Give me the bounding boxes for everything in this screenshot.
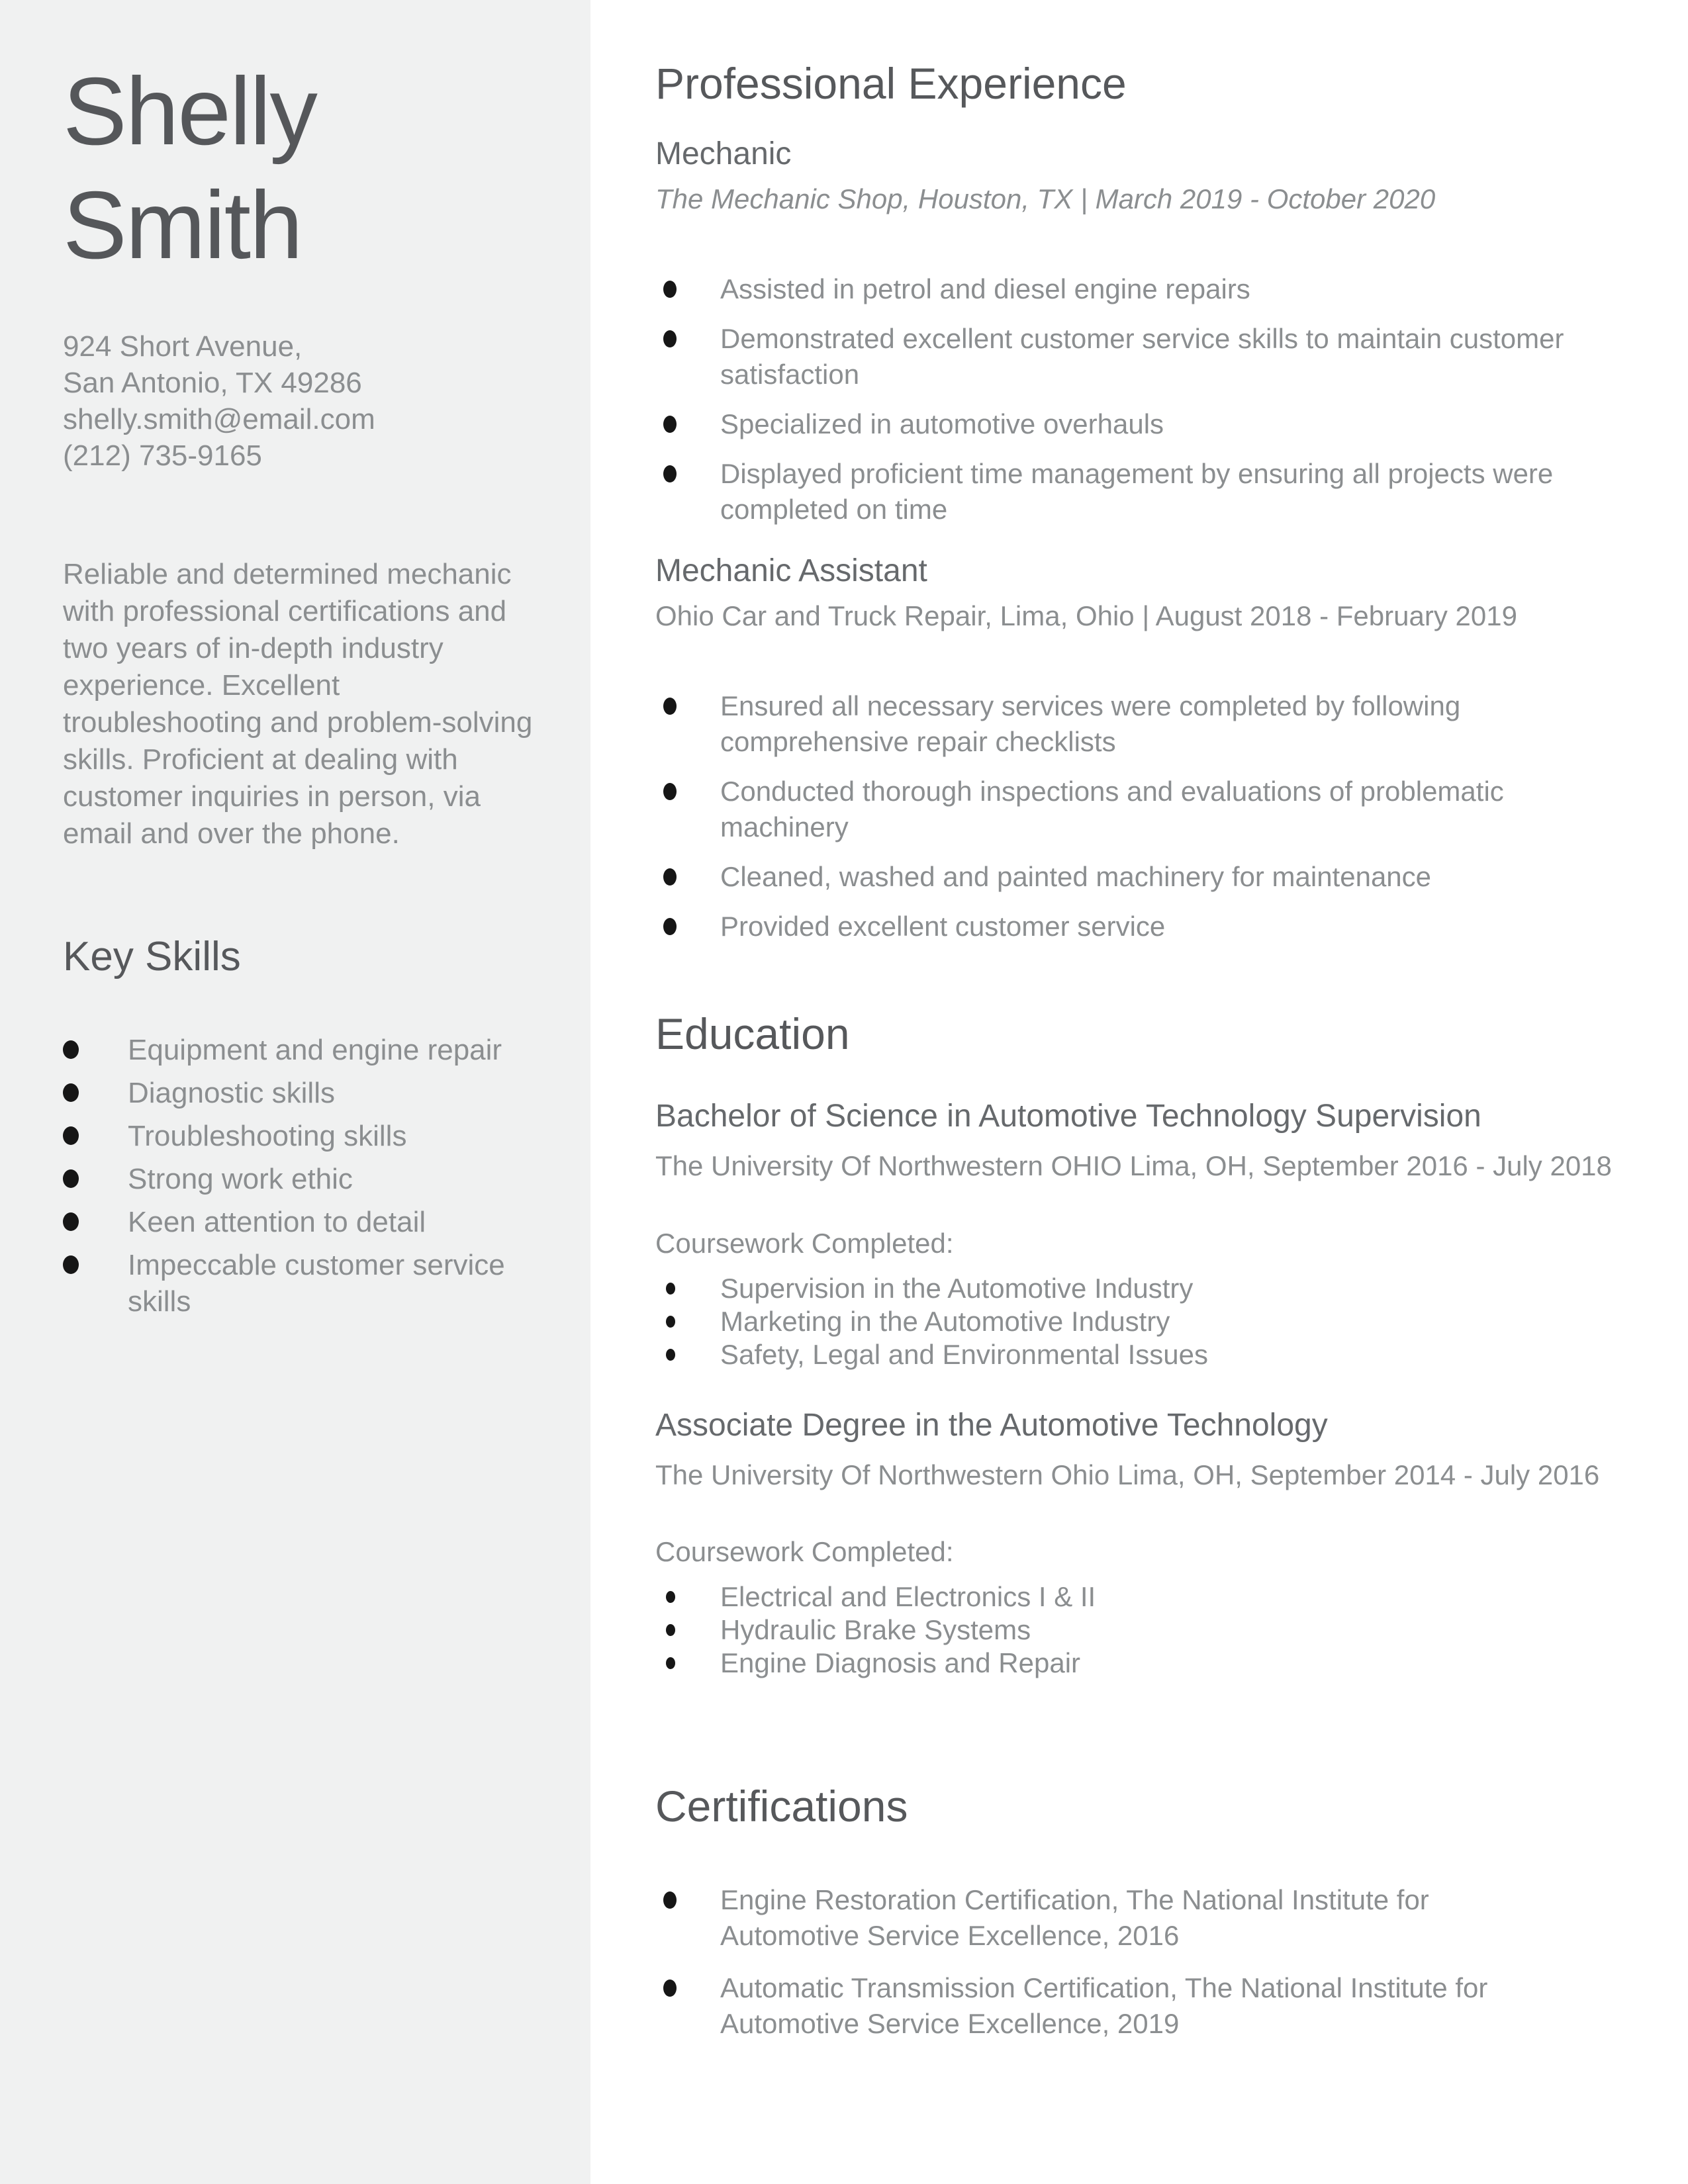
bullet-icon (663, 1979, 677, 1997)
bullet-icon (63, 1083, 79, 1102)
job-bullet-text: Cleaned, washed and painted machinery for maintenance (720, 861, 1432, 892)
key-skills-list (63, 1032, 518, 1326)
sidebar (0, 0, 590, 2184)
skill-item (63, 1075, 518, 1111)
skill-item (63, 1118, 518, 1154)
education-heading: Education (655, 1009, 850, 1058)
certification-item (655, 1970, 1574, 2042)
job-bullet (655, 859, 1574, 895)
bullet-icon (663, 918, 677, 935)
course-item (655, 1614, 1574, 1647)
course-item (655, 1305, 1574, 1338)
job-meta: The Mechanic Shop, Houston, TX | March 2019 - October 2020 (655, 183, 1436, 214)
course-label: Hydraulic Brake Systems (720, 1614, 1031, 1645)
contact-info (63, 328, 375, 474)
skill-label: Diagnostic skills (128, 1077, 335, 1109)
job-bullet (655, 909, 1574, 944)
job-bullet-text: Conducted thorough inspections and evaluations of problematic machinery (720, 776, 1504, 842)
job-bullet-list (655, 688, 1574, 958)
coursework-label: Coursework Completed: (655, 1536, 954, 1567)
course-label: Supervision in the Automotive Industry (720, 1273, 1194, 1304)
bullet-icon (663, 330, 677, 347)
bullet-icon (666, 1657, 675, 1669)
degree-meta: The University Of Northwestern Ohio Lima, OH, September 2014 - July 2016 (655, 1459, 1600, 1490)
contact-email: shelly.smith@email.com (63, 403, 375, 435)
bullet-icon (663, 783, 677, 800)
certifications-list (655, 1882, 1574, 2058)
bullet-icon (666, 1316, 675, 1328)
skill-label: Equipment and engine repair (128, 1034, 502, 1066)
course-label: Engine Diagnosis and Repair (720, 1647, 1081, 1678)
job-bullet (655, 688, 1574, 760)
course-item (655, 1580, 1574, 1614)
bullet-icon (666, 1624, 675, 1636)
certification-text: Engine Restoration Certification, The National Institute for Automotive Service Excellence, 2016 (720, 1884, 1429, 1951)
job-bullet-list (655, 271, 1574, 541)
bullet-icon (663, 416, 677, 433)
job-title: Mechanic Assistant (655, 553, 927, 588)
job-bullet-text: Displayed proficient time management by ensuring all projects were completed on time (720, 458, 1554, 525)
job-bullet-text: Demonstrated excellent customer service skills to maintain customer satisfaction (720, 323, 1564, 390)
skill-item (63, 1032, 518, 1068)
bullet-icon (663, 698, 677, 715)
bullet-icon (663, 465, 677, 482)
contact-phone: (212) 735-9165 (63, 439, 262, 472)
degree-meta: The University Of Northwestern OHIO Lima, OH, September 2016 - July 2018 (655, 1150, 1612, 1181)
course-label: Safety, Legal and Environmental Issues (720, 1339, 1208, 1370)
coursework-list (655, 1272, 1574, 1371)
person-first-name: Shelly (63, 58, 316, 165)
bullet-icon (663, 868, 677, 886)
key-skills-heading: Key Skills (63, 934, 241, 979)
bullet-icon (63, 1255, 79, 1274)
bullet-icon (63, 1169, 79, 1188)
job-bullet-text: Provided excellent customer service (720, 911, 1166, 942)
skill-item (63, 1161, 518, 1197)
job-meta: Ohio Car and Truck Repair, Lima, Ohio | August 2018 - February 2019 (655, 600, 1517, 631)
main-content (655, 0, 1622, 2184)
degree-title: Bachelor of Science in Automotive Technology Supervision (655, 1099, 1481, 1134)
contact-address-line2: San Antonio, TX 49286 (63, 367, 362, 399)
certification-item (655, 1882, 1574, 1954)
skill-label: Strong work ethic (128, 1163, 353, 1195)
certification-text: Automatic Transmission Certification, The National Institute for Automotive Service Excellence, 2019 (720, 1972, 1488, 2039)
bullet-icon (63, 1212, 79, 1231)
bullet-icon (663, 1891, 677, 1909)
bullet-icon (666, 1349, 675, 1361)
professional-summary: Reliable and determined mechanic with professional certifications and two years of in-depth industry experience. Excellent troubleshooting and problem-solving skills. Proficient at dealing with customer inquiries in person, via email and over the phone. (63, 558, 533, 850)
skill-label: Troubleshooting skills (128, 1120, 407, 1152)
job-bullet-text: Ensured all necessary services were completed by following comprehensive repair checklists (720, 690, 1461, 757)
job-title: Mechanic (655, 136, 792, 171)
course-label: Marketing in the Automotive Industry (720, 1306, 1170, 1337)
course-label: Electrical and Electronics I & II (720, 1581, 1096, 1612)
job-bullet-text: Specialized in automotive overhauls (720, 408, 1164, 439)
course-item (655, 1272, 1574, 1305)
bullet-icon (666, 1591, 675, 1603)
job-bullet (655, 456, 1574, 527)
bullet-icon (63, 1040, 79, 1059)
course-item (655, 1647, 1574, 1680)
skill-label: Impeccable customer service skills (128, 1249, 505, 1318)
skill-label: Keen attention to detail (128, 1206, 426, 1238)
skill-item (63, 1204, 518, 1240)
person-name (63, 54, 316, 282)
bullet-icon (663, 281, 677, 298)
job-bullet (655, 321, 1574, 392)
bullet-icon (63, 1126, 79, 1145)
job-bullet-text: Assisted in petrol and diesel engine repairs (720, 273, 1250, 304)
degree-title: Associate Degree in the Automotive Technology (655, 1408, 1328, 1443)
bullet-icon (666, 1283, 675, 1295)
course-item (655, 1338, 1574, 1371)
coursework-label: Coursework Completed: (655, 1228, 954, 1259)
skill-item (63, 1247, 518, 1320)
job-bullet (655, 406, 1574, 442)
person-last-name: Smith (63, 171, 302, 279)
certifications-heading: Certifications (655, 1782, 908, 1831)
contact-address-line1: 924 Short Avenue, (63, 330, 303, 363)
job-bullet (655, 774, 1574, 845)
coursework-list (655, 1580, 1574, 1680)
job-bullet (655, 271, 1574, 307)
experience-heading: Professional Experience (655, 59, 1127, 108)
